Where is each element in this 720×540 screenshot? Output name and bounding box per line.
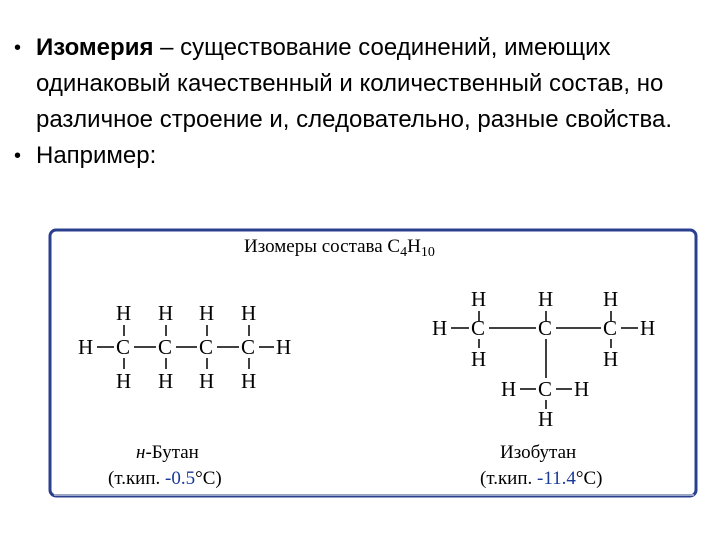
atom-h: H — [241, 369, 257, 393]
butane-boiling-point: (т.кип. -0.5°C) — [108, 468, 222, 489]
definition-body: существование соединений, имеющих одинаковый качественный и количественный состав, но различное строение и, следовательно, разные свойства. — [36, 34, 673, 133]
atom-h: H — [471, 287, 487, 311]
atom-h: H — [276, 335, 292, 359]
atom-h: H — [640, 316, 656, 340]
bullet-list — [14, 30, 704, 174]
term-isomeria: Изомерия — [36, 34, 154, 61]
atom-h: H — [538, 407, 554, 431]
atom-c: C — [116, 335, 131, 359]
atom-h: H — [501, 377, 517, 401]
isobutane-boiling-point: (т.кип. -11.4°C) — [480, 468, 603, 489]
atom-h: H — [78, 335, 94, 359]
butane-name: н-Бутан — [136, 442, 199, 463]
atom-h: H — [471, 347, 487, 371]
isomers-figure — [48, 228, 698, 505]
atom-h: H — [574, 377, 590, 401]
atom-c: C — [538, 316, 553, 340]
atom-h: H — [538, 287, 554, 311]
atom-c: C — [538, 377, 553, 401]
atom-h: H — [603, 347, 619, 371]
atom-c: C — [199, 335, 214, 359]
bullet-item-definition — [14, 30, 704, 138]
bullet-dot: • — [14, 145, 22, 167]
isomers-svg — [48, 228, 698, 500]
atom-h: H — [158, 369, 174, 393]
atom-c: C — [158, 335, 173, 359]
bullet-dot: • — [14, 37, 22, 59]
atom-h: H — [158, 301, 174, 325]
atom-h: H — [116, 301, 132, 325]
atom-h: H — [199, 301, 215, 325]
atom-c: C — [603, 316, 618, 340]
atom-c: C — [241, 335, 256, 359]
isobutane-name: Изобутан — [500, 442, 577, 463]
bullet-item-example — [14, 138, 704, 174]
atom-h: H — [603, 287, 619, 311]
atom-h: H — [241, 301, 257, 325]
example-text: Например: — [36, 142, 157, 169]
atom-h: H — [199, 369, 215, 393]
figure-title: Изомеры состава $C_4H_{10}$ — [244, 236, 435, 260]
atom-h: H — [432, 316, 448, 340]
term-dash: – — [153, 34, 181, 61]
atom-c: C — [471, 316, 486, 340]
atom-h: H — [116, 369, 132, 393]
definition-text — [36, 30, 704, 138]
